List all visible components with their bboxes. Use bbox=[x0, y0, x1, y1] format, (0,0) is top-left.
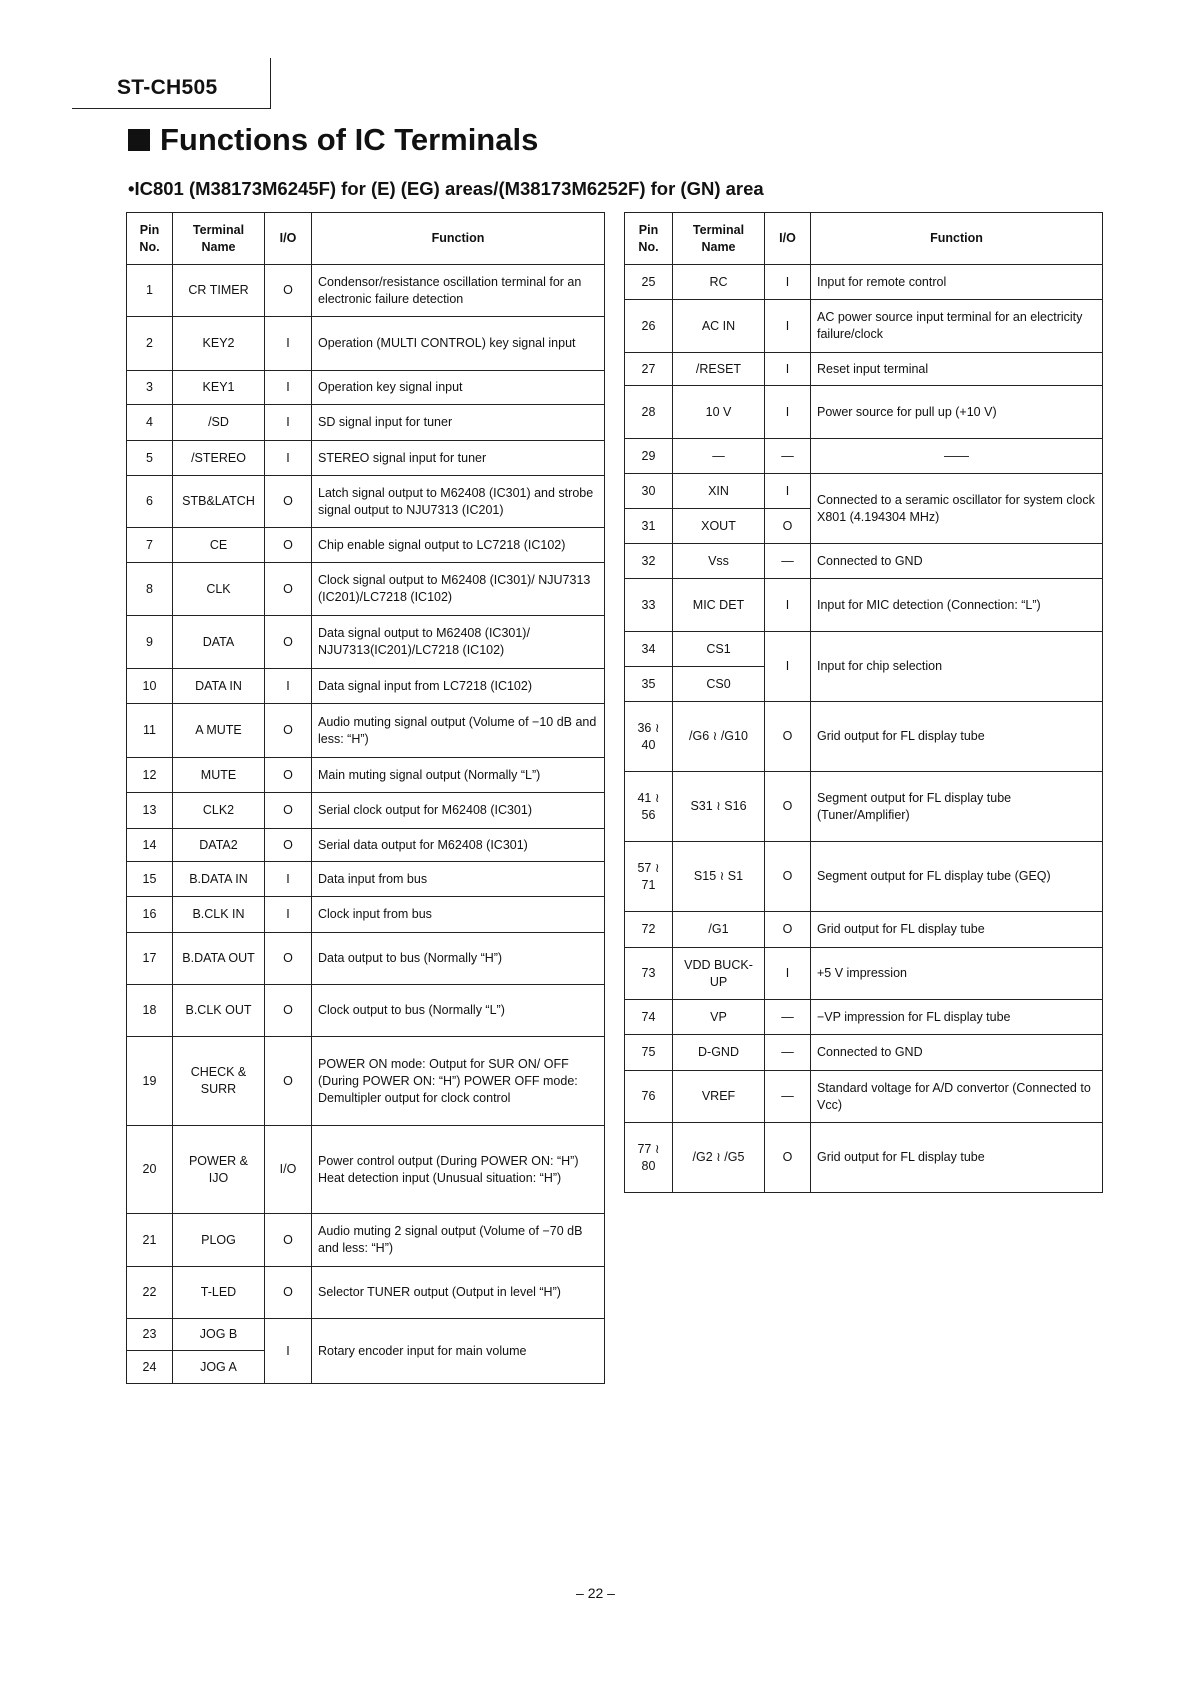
table-row bbox=[127, 476, 605, 528]
table-row bbox=[127, 1267, 605, 1319]
io-cell: I bbox=[265, 897, 312, 933]
io-cell: I bbox=[765, 353, 811, 386]
terminal-cell: /G1 bbox=[673, 912, 765, 948]
table-row bbox=[127, 1126, 605, 1214]
terminal-cell: DATA2 bbox=[173, 829, 265, 862]
header-terminal: Terminal Name bbox=[173, 213, 265, 265]
io-cell: — bbox=[765, 439, 811, 474]
pin-cell: 31 bbox=[625, 509, 673, 544]
terminal-cell: VREF bbox=[673, 1071, 765, 1123]
function-cell: −VP impression for FL display tube bbox=[811, 1000, 1103, 1035]
table-row bbox=[127, 985, 605, 1037]
function-cell: Clock output to bus (Normally “L”) bbox=[312, 985, 605, 1037]
io-cell: I bbox=[765, 265, 811, 300]
table-row bbox=[127, 265, 605, 317]
table-row bbox=[127, 933, 605, 985]
pin-cell: 22 bbox=[127, 1267, 173, 1319]
table-row bbox=[127, 1319, 605, 1351]
io-cell: O bbox=[265, 933, 312, 985]
io-cell: — bbox=[765, 1000, 811, 1035]
io-cell: I bbox=[765, 579, 811, 632]
pin-cell: 21 bbox=[127, 1214, 173, 1267]
function-cell: Clock input from bus bbox=[312, 897, 605, 933]
io-cell: I bbox=[765, 300, 811, 353]
pin-cell: 14 bbox=[127, 829, 173, 862]
function-cell: Rotary encoder input for main volume bbox=[312, 1319, 605, 1384]
table-row bbox=[625, 912, 1103, 948]
terminal-cell: JOG B bbox=[173, 1319, 265, 1351]
ic-terminal-table-right bbox=[624, 212, 1103, 1193]
table-row bbox=[625, 842, 1103, 912]
function-cell: Serial data output for M62408 (IC301) bbox=[312, 829, 605, 862]
pin-cell: 74 bbox=[625, 1000, 673, 1035]
io-cell: O bbox=[265, 616, 312, 669]
terminal-cell: B.DATA OUT bbox=[173, 933, 265, 985]
function-cell: Clock signal output to M62408 (IC301)/ NJU7313 (IC201)/LC7218 (IC102) bbox=[312, 563, 605, 616]
pin-cell: 30 bbox=[625, 474, 673, 509]
io-cell: — bbox=[765, 544, 811, 579]
table-row bbox=[127, 371, 605, 405]
function-cell: Standard voltage for A/D convertor (Connected to Vcc) bbox=[811, 1071, 1103, 1123]
io-cell: O bbox=[265, 758, 312, 793]
io-cell: O bbox=[765, 1123, 811, 1193]
pin-cell: 15 bbox=[127, 862, 173, 897]
table-row bbox=[625, 386, 1103, 439]
pin-cell: 3 bbox=[127, 371, 173, 405]
model-number: ST-CH505 bbox=[117, 76, 218, 99]
table-row bbox=[127, 563, 605, 616]
function-cell: Data signal input from LC7218 (IC102) bbox=[312, 669, 605, 704]
io-cell: I bbox=[765, 948, 811, 1000]
terminal-cell: Vss bbox=[673, 544, 765, 579]
function-cell: Main muting signal output (Normally “L”) bbox=[312, 758, 605, 793]
page-title bbox=[128, 122, 538, 158]
function-cell: Data output to bus (Normally “H”) bbox=[312, 933, 605, 985]
pin-cell: 2 bbox=[127, 317, 173, 371]
function-cell: Audio muting 2 signal output (Volume of −70 dB and less: “H”) bbox=[312, 1214, 605, 1267]
terminal-cell: MUTE bbox=[173, 758, 265, 793]
pin-cell: 33 bbox=[625, 579, 673, 632]
function-cell: Condensor/resistance oscillation terminal for an electronic failure detection bbox=[312, 265, 605, 317]
io-cell: O bbox=[265, 985, 312, 1037]
page-title-text: Functions of IC Terminals bbox=[160, 122, 539, 157]
table-row bbox=[625, 439, 1103, 474]
header-terminal: Terminal Name bbox=[673, 213, 765, 265]
pin-cell: 20 bbox=[127, 1126, 173, 1214]
terminal-cell: RC bbox=[673, 265, 765, 300]
table-row bbox=[127, 405, 605, 441]
terminal-cell: B.CLK OUT bbox=[173, 985, 265, 1037]
table-row bbox=[625, 300, 1103, 353]
io-cell: I bbox=[265, 1319, 312, 1384]
io-cell: O bbox=[765, 912, 811, 948]
terminal-cell: /SD bbox=[173, 405, 265, 441]
io-cell: I bbox=[265, 669, 312, 704]
header-function: Function bbox=[312, 213, 605, 265]
pin-cell: 72 bbox=[625, 912, 673, 948]
io-cell: I bbox=[765, 474, 811, 509]
terminal-cell: STB&LATCH bbox=[173, 476, 265, 528]
table-row bbox=[127, 862, 605, 897]
function-cell: Data input from bus bbox=[312, 862, 605, 897]
function-cell: Reset input terminal bbox=[811, 353, 1103, 386]
io-cell: O bbox=[265, 528, 312, 563]
pin-cell: 25 bbox=[625, 265, 673, 300]
table-row bbox=[625, 1000, 1103, 1035]
table-row bbox=[625, 265, 1103, 300]
terminal-cell: /G6 ≀ /G10 bbox=[673, 702, 765, 772]
pin-cell: 19 bbox=[127, 1037, 173, 1126]
pin-cell: 12 bbox=[127, 758, 173, 793]
pin-cell: 1 bbox=[127, 265, 173, 317]
function-cell: Segment output for FL display tube (GEQ) bbox=[811, 842, 1103, 912]
terminal-cell: 10 V bbox=[673, 386, 765, 439]
terminal-cell: KEY1 bbox=[173, 371, 265, 405]
io-cell: I bbox=[765, 386, 811, 439]
terminal-cell: POWER & IJO bbox=[173, 1126, 265, 1214]
pin-cell: 26 bbox=[625, 300, 673, 353]
function-cell: Selector TUNER output (Output in level “H”) bbox=[312, 1267, 605, 1319]
pin-cell: 23 bbox=[127, 1319, 173, 1351]
io-cell: O bbox=[765, 702, 811, 772]
function-cell: Connected to GND bbox=[811, 544, 1103, 579]
table-row bbox=[127, 616, 605, 669]
function-cell: Grid output for FL display tube bbox=[811, 912, 1103, 948]
pin-cell: 41 ≀ 56 bbox=[625, 772, 673, 842]
pin-cell: 7 bbox=[127, 528, 173, 563]
pin-cell: 18 bbox=[127, 985, 173, 1037]
function-cell: Grid output for FL display tube bbox=[811, 702, 1103, 772]
table-row bbox=[625, 772, 1103, 842]
io-cell: — bbox=[765, 1035, 811, 1071]
terminal-cell: B.CLK IN bbox=[173, 897, 265, 933]
io-cell: O bbox=[765, 509, 811, 544]
terminal-cell: MIC DET bbox=[673, 579, 765, 632]
function-cell: Latch signal output to M62408 (IC301) and strobe signal output to NJU7313 (IC201) bbox=[312, 476, 605, 528]
function-cell: Segment output for FL display tube (Tuner/Amplifier) bbox=[811, 772, 1103, 842]
io-cell: O bbox=[265, 1267, 312, 1319]
header-io: I/O bbox=[265, 213, 312, 265]
table-header-row bbox=[625, 213, 1103, 265]
table-row bbox=[625, 632, 1103, 667]
table-row bbox=[127, 704, 605, 758]
pin-cell: 8 bbox=[127, 563, 173, 616]
function-cell: SD signal input for tuner bbox=[312, 405, 605, 441]
terminal-cell: VDD BUCK-UP bbox=[673, 948, 765, 1000]
io-cell: O bbox=[265, 1037, 312, 1126]
header-function: Function bbox=[811, 213, 1103, 265]
terminal-cell: CR TIMER bbox=[173, 265, 265, 317]
table-row bbox=[625, 1035, 1103, 1071]
io-cell: O bbox=[765, 842, 811, 912]
header-pin: Pin No. bbox=[127, 213, 173, 265]
pin-cell: 10 bbox=[127, 669, 173, 704]
table-row bbox=[127, 1214, 605, 1267]
square-bullet-icon bbox=[128, 129, 150, 151]
terminal-cell: CE bbox=[173, 528, 265, 563]
table-row bbox=[127, 669, 605, 704]
pin-cell: 36 ≀ 40 bbox=[625, 702, 673, 772]
io-cell: I bbox=[265, 317, 312, 371]
table-row bbox=[127, 829, 605, 862]
function-cell: Data signal output to M62408 (IC301)/ NJU7313(IC201)/LC7218 (IC102) bbox=[312, 616, 605, 669]
function-cell: Operation key signal input bbox=[312, 371, 605, 405]
header-io: I/O bbox=[765, 213, 811, 265]
function-cell: Audio muting signal output (Volume of −10 dB and less: “H”) bbox=[312, 704, 605, 758]
io-cell: I bbox=[265, 441, 312, 476]
terminal-cell: T-LED bbox=[173, 1267, 265, 1319]
pin-cell: 9 bbox=[127, 616, 173, 669]
io-cell: I bbox=[265, 862, 312, 897]
io-cell: O bbox=[265, 793, 312, 829]
terminal-cell: CS1 bbox=[673, 632, 765, 667]
io-cell: I/O bbox=[265, 1126, 312, 1214]
table-row bbox=[127, 758, 605, 793]
terminal-cell: CHECK & SURR bbox=[173, 1037, 265, 1126]
table-row bbox=[625, 1071, 1103, 1123]
io-cell: I bbox=[265, 371, 312, 405]
header-pin: Pin No. bbox=[625, 213, 673, 265]
function-cell: Input for MIC detection (Connection: “L”) bbox=[811, 579, 1103, 632]
pin-cell: 16 bbox=[127, 897, 173, 933]
function-cell: Input for chip selection bbox=[811, 632, 1103, 702]
table-row bbox=[625, 1123, 1103, 1193]
function-cell: Power source for pull up (+10 V) bbox=[811, 386, 1103, 439]
function-cell: —— bbox=[811, 439, 1103, 474]
table-row bbox=[127, 793, 605, 829]
terminal-cell: — bbox=[673, 439, 765, 474]
pin-cell: 32 bbox=[625, 544, 673, 579]
pin-cell: 4 bbox=[127, 405, 173, 441]
terminal-cell: S31 ≀ S16 bbox=[673, 772, 765, 842]
pin-cell: 29 bbox=[625, 439, 673, 474]
function-cell: Connected to a seramic oscillator for system clock X801 (4.194304 MHz) bbox=[811, 474, 1103, 544]
terminal-cell: CLK bbox=[173, 563, 265, 616]
function-cell: Serial clock output for M62408 (IC301) bbox=[312, 793, 605, 829]
pin-cell: 17 bbox=[127, 933, 173, 985]
pin-cell: 27 bbox=[625, 353, 673, 386]
terminal-cell: /RESET bbox=[673, 353, 765, 386]
ic-subtitle: •IC801 (M38173M6245F) for (E) (EG) areas/(M38173M6252F) for (GN) area bbox=[128, 178, 764, 199]
io-cell: O bbox=[265, 829, 312, 862]
table-header-row bbox=[127, 213, 605, 265]
io-cell: O bbox=[265, 563, 312, 616]
io-cell: I bbox=[265, 405, 312, 441]
terminal-cell: DATA bbox=[173, 616, 265, 669]
terminal-cell: XOUT bbox=[673, 509, 765, 544]
pin-cell: 57 ≀ 71 bbox=[625, 842, 673, 912]
pin-cell: 24 bbox=[127, 1351, 173, 1384]
terminal-cell: DATA IN bbox=[173, 669, 265, 704]
io-cell: O bbox=[265, 704, 312, 758]
terminal-cell: D-GND bbox=[673, 1035, 765, 1071]
table-row bbox=[127, 897, 605, 933]
pin-cell: 76 bbox=[625, 1071, 673, 1123]
io-cell: O bbox=[265, 1214, 312, 1267]
terminal-cell: CLK2 bbox=[173, 793, 265, 829]
table-row bbox=[625, 948, 1103, 1000]
terminal-cell: A MUTE bbox=[173, 704, 265, 758]
table-row bbox=[127, 1037, 605, 1126]
model-label-box bbox=[72, 58, 271, 109]
terminal-cell: KEY2 bbox=[173, 317, 265, 371]
pin-cell: 77 ≀ 80 bbox=[625, 1123, 673, 1193]
page-number: – 22 – bbox=[576, 1585, 615, 1601]
io-cell: — bbox=[765, 1071, 811, 1123]
table-row bbox=[625, 353, 1103, 386]
function-cell: Grid output for FL display tube bbox=[811, 1123, 1103, 1193]
function-cell: +5 V impression bbox=[811, 948, 1103, 1000]
pin-cell: 6 bbox=[127, 476, 173, 528]
terminal-cell: VP bbox=[673, 1000, 765, 1035]
terminal-cell: AC IN bbox=[673, 300, 765, 353]
terminal-cell: PLOG bbox=[173, 1214, 265, 1267]
table-row bbox=[127, 528, 605, 563]
io-cell: I bbox=[765, 632, 811, 702]
pin-cell: 13 bbox=[127, 793, 173, 829]
function-cell: POWER ON mode: Output for SUR ON/ OFF (During POWER ON: “H”) POWER OFF mode: Demultipler output for clock control bbox=[312, 1037, 605, 1126]
terminal-cell: B.DATA IN bbox=[173, 862, 265, 897]
ic-terminal-table-left bbox=[126, 212, 605, 1384]
pin-cell: 5 bbox=[127, 441, 173, 476]
io-cell: O bbox=[765, 772, 811, 842]
function-cell: Input for remote control bbox=[811, 265, 1103, 300]
function-cell: Power control output (During POWER ON: “H”) Heat detection input (Unusual situation: “H”) bbox=[312, 1126, 605, 1214]
terminal-cell: /STEREO bbox=[173, 441, 265, 476]
pin-cell: 11 bbox=[127, 704, 173, 758]
pin-cell: 73 bbox=[625, 948, 673, 1000]
function-cell: AC power source input terminal for an electricity failure/clock bbox=[811, 300, 1103, 353]
function-cell: STEREO signal input for tuner bbox=[312, 441, 605, 476]
pin-cell: 28 bbox=[625, 386, 673, 439]
terminal-cell: CS0 bbox=[673, 667, 765, 702]
table-row bbox=[625, 579, 1103, 632]
io-cell: O bbox=[265, 265, 312, 317]
terminal-cell: S15 ≀ S1 bbox=[673, 842, 765, 912]
terminal-cell: /G2 ≀ /G5 bbox=[673, 1123, 765, 1193]
function-cell: Operation (MULTI CONTROL) key signal input bbox=[312, 317, 605, 371]
table-row bbox=[625, 544, 1103, 579]
table-row bbox=[625, 474, 1103, 509]
pin-cell: 35 bbox=[625, 667, 673, 702]
terminal-cell: XIN bbox=[673, 474, 765, 509]
function-cell: Chip enable signal output to LC7218 (IC102) bbox=[312, 528, 605, 563]
function-cell: Connected to GND bbox=[811, 1035, 1103, 1071]
terminal-cell: JOG A bbox=[173, 1351, 265, 1384]
table-row bbox=[127, 317, 605, 371]
io-cell: O bbox=[265, 476, 312, 528]
pin-cell: 75 bbox=[625, 1035, 673, 1071]
table-row bbox=[127, 441, 605, 476]
table-row bbox=[625, 702, 1103, 772]
pin-cell: 34 bbox=[625, 632, 673, 667]
